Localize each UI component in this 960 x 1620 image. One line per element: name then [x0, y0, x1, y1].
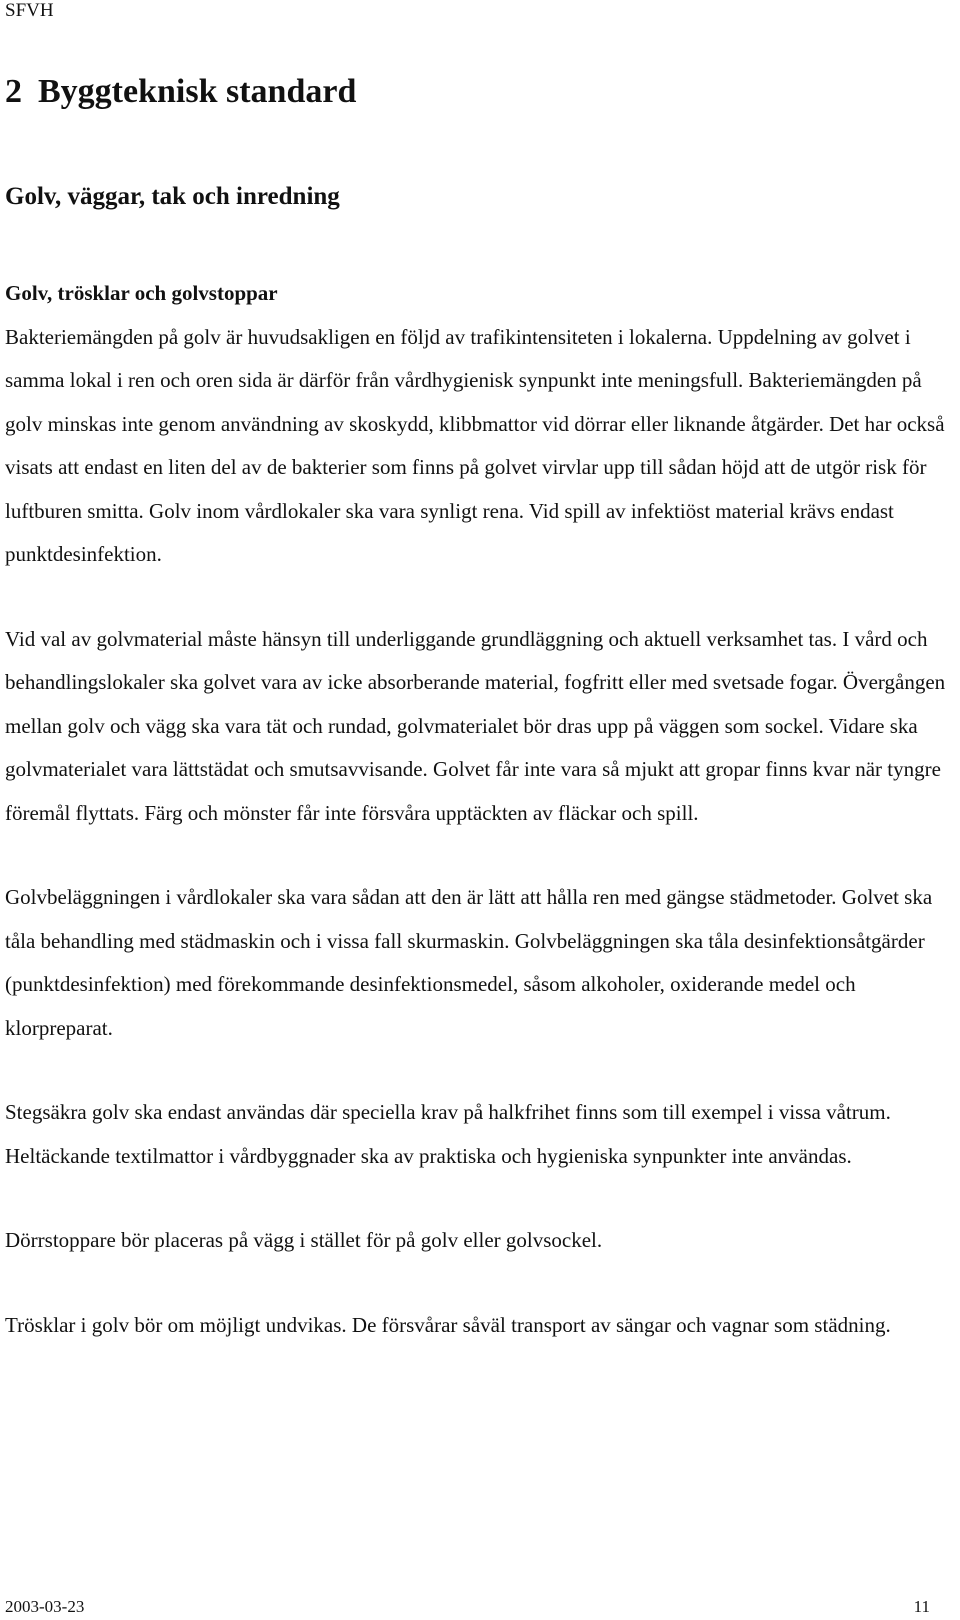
paragraph-textile-carpets: Heltäckande textilmattor i vårdbyggnader ska av praktiska och hygieniska synpunkter inte användas. — [5, 1143, 852, 1168]
paragraph-floor-material: Vid val av golvmaterial måste hänsyn till underliggande grundläggning och aktuell verksamhet tas. I vård och behandlingslokaler ska golvet vara av icke absorberande material, fogfritt eller med svetsade fogar. Övergången mellan golv och vägg ska vara tät och rundad, golvmaterialet bör dras upp på väggen som sockel. Vidare ska golvmaterialet vara lättstädat och smutsavvisande. Golvet får inte vara så mjukt att gropar finns kvar när tyngre föremål flyttats. Färg och mönster får inte försvåra upptäckten av fläckar och spill. — [5, 626, 946, 825]
subsection-title: Golv, trösklar och golvstoppar — [5, 281, 278, 305]
chapter-title — [5, 70, 356, 114]
footer-date: 2003-03-23 — [5, 1597, 85, 1616]
paragraph-door-stoppers: Dörrstoppare bör placeras på vägg i stället för på golv eller golvsockel. — [5, 1228, 603, 1252]
body-text — [5, 272, 950, 1347]
page-number: 11 — [913, 1597, 930, 1616]
paragraph-floor-covering: Golvbeläggningen i vårdlokaler ska vara sådan att den är lätt att hålla ren med gängse städmetoder. Golvet ska tåla behandling med städmaskin och i vissa fall skurmaskin. Golvbeläggningen ska tåla desinfektionsåtgärder (punktdesinfektion) med förekommande desinfektionsmedel, såsom alkoholer, oxiderande medel och klorpreparat. — [5, 885, 933, 1040]
section-title: Golv, väggar, tak och inredning — [5, 183, 340, 210]
paragraph-floor-bacteria: Bakteriemängden på golv är huvudsakligen en följd av trafikintensiteten i lokalerna. Uppdelning av golvet i samma lokal i ren och oren sida är därför från vårdhygienisk synpunkt inte meningsfull. Bakteriemängden på golv minskas inte genom användning av skoskydd, klibbmattor vid dörrar eller liknande åtgärder. Det har också visats att endast en liten del av de bakterier som finns på golvet virvlar upp till sådan höjd att de utgör risk för luftburen smitta. Golv inom vårdlokaler ska vara synligt rena. Vid spill av infektiöst material krävs endast punktdesinfektion. — [5, 324, 945, 566]
paragraph-slip-resistant: Stegsäkra golv ska endast användas där speciella krav på halkfrihet finns som till exempel i vissa våtrum. — [5, 1100, 891, 1124]
chapter-title-text: Byggteknisk standard — [38, 73, 357, 110]
running-head: SFVH — [5, 0, 54, 21]
paragraph-thresholds: Trösklar i golv bör om möjligt undvikas. De försvårar såväl transport av sängar och vagnar som städning. — [5, 1312, 891, 1337]
chapter-number: 2 — [5, 73, 22, 110]
